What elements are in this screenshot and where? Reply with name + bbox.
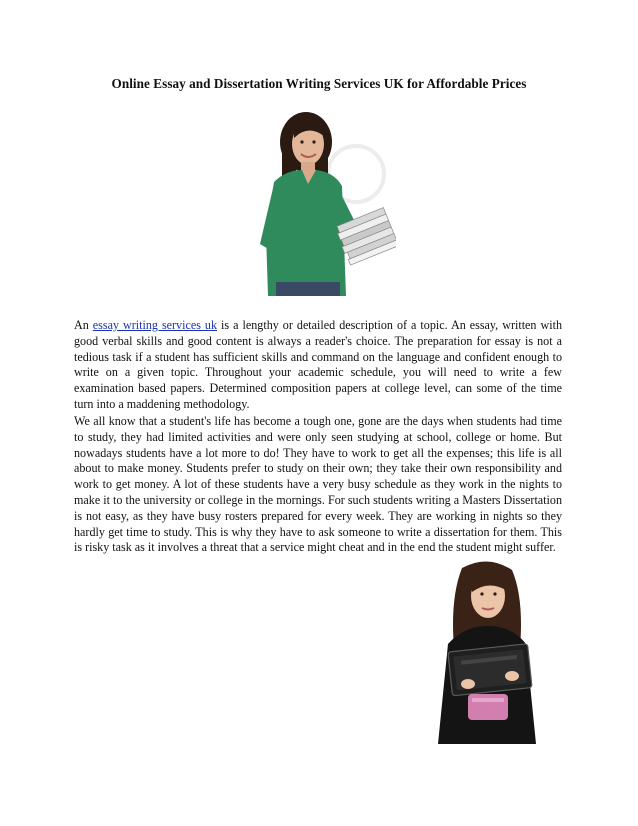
intro-paragraph-after-link: is a lengthy or detailed description of a topic. An essay, written with good verbal skills and good content is always a reader's choice. The preparation for essay is not a tedious task if a student has sufficient skills and command on the language and confident enough to write on a given topic. Throughout your academic schedule, you will need to write a few examination based papers. Determined composition papers at college level, can some of the time turn into a maddening methodology. [74, 318, 562, 411]
intro-paragraph [74, 318, 562, 413]
second-paragraph: We all know that a student's life has become a tough one, gone are the days when students had time to study, they had limited activities and were only seen studying at school, college or home. But nowadays students have a lot more to do! They have to work to get all the expenses; this life is all about to make money. Students prefer to study on their own; they take their own responsibility and work to get money. A lot of these students have a very busy schedule as they work in the nights to make it to the university or college in the mornings. For such students writing a Masters Dissertation is not easy, as they have busy rosters prepared for every week. They are working in nights so they hardly get time to study. This is why they have to ask someone to write a dissertation for them. This is risky task as it involves a threat that a service might cheat and in the end the student might suffer. [74, 414, 562, 555]
student-with-laptop-photo [428, 558, 546, 744]
essay-writing-services-link[interactable]: essay writing services uk [92, 318, 218, 332]
page-title: Online Essay and Dissertation Writing Services UK for Affordable Prices [111, 76, 527, 91]
student-with-books-photo [246, 104, 396, 296]
intro-paragraph-before-link: An [74, 318, 93, 332]
